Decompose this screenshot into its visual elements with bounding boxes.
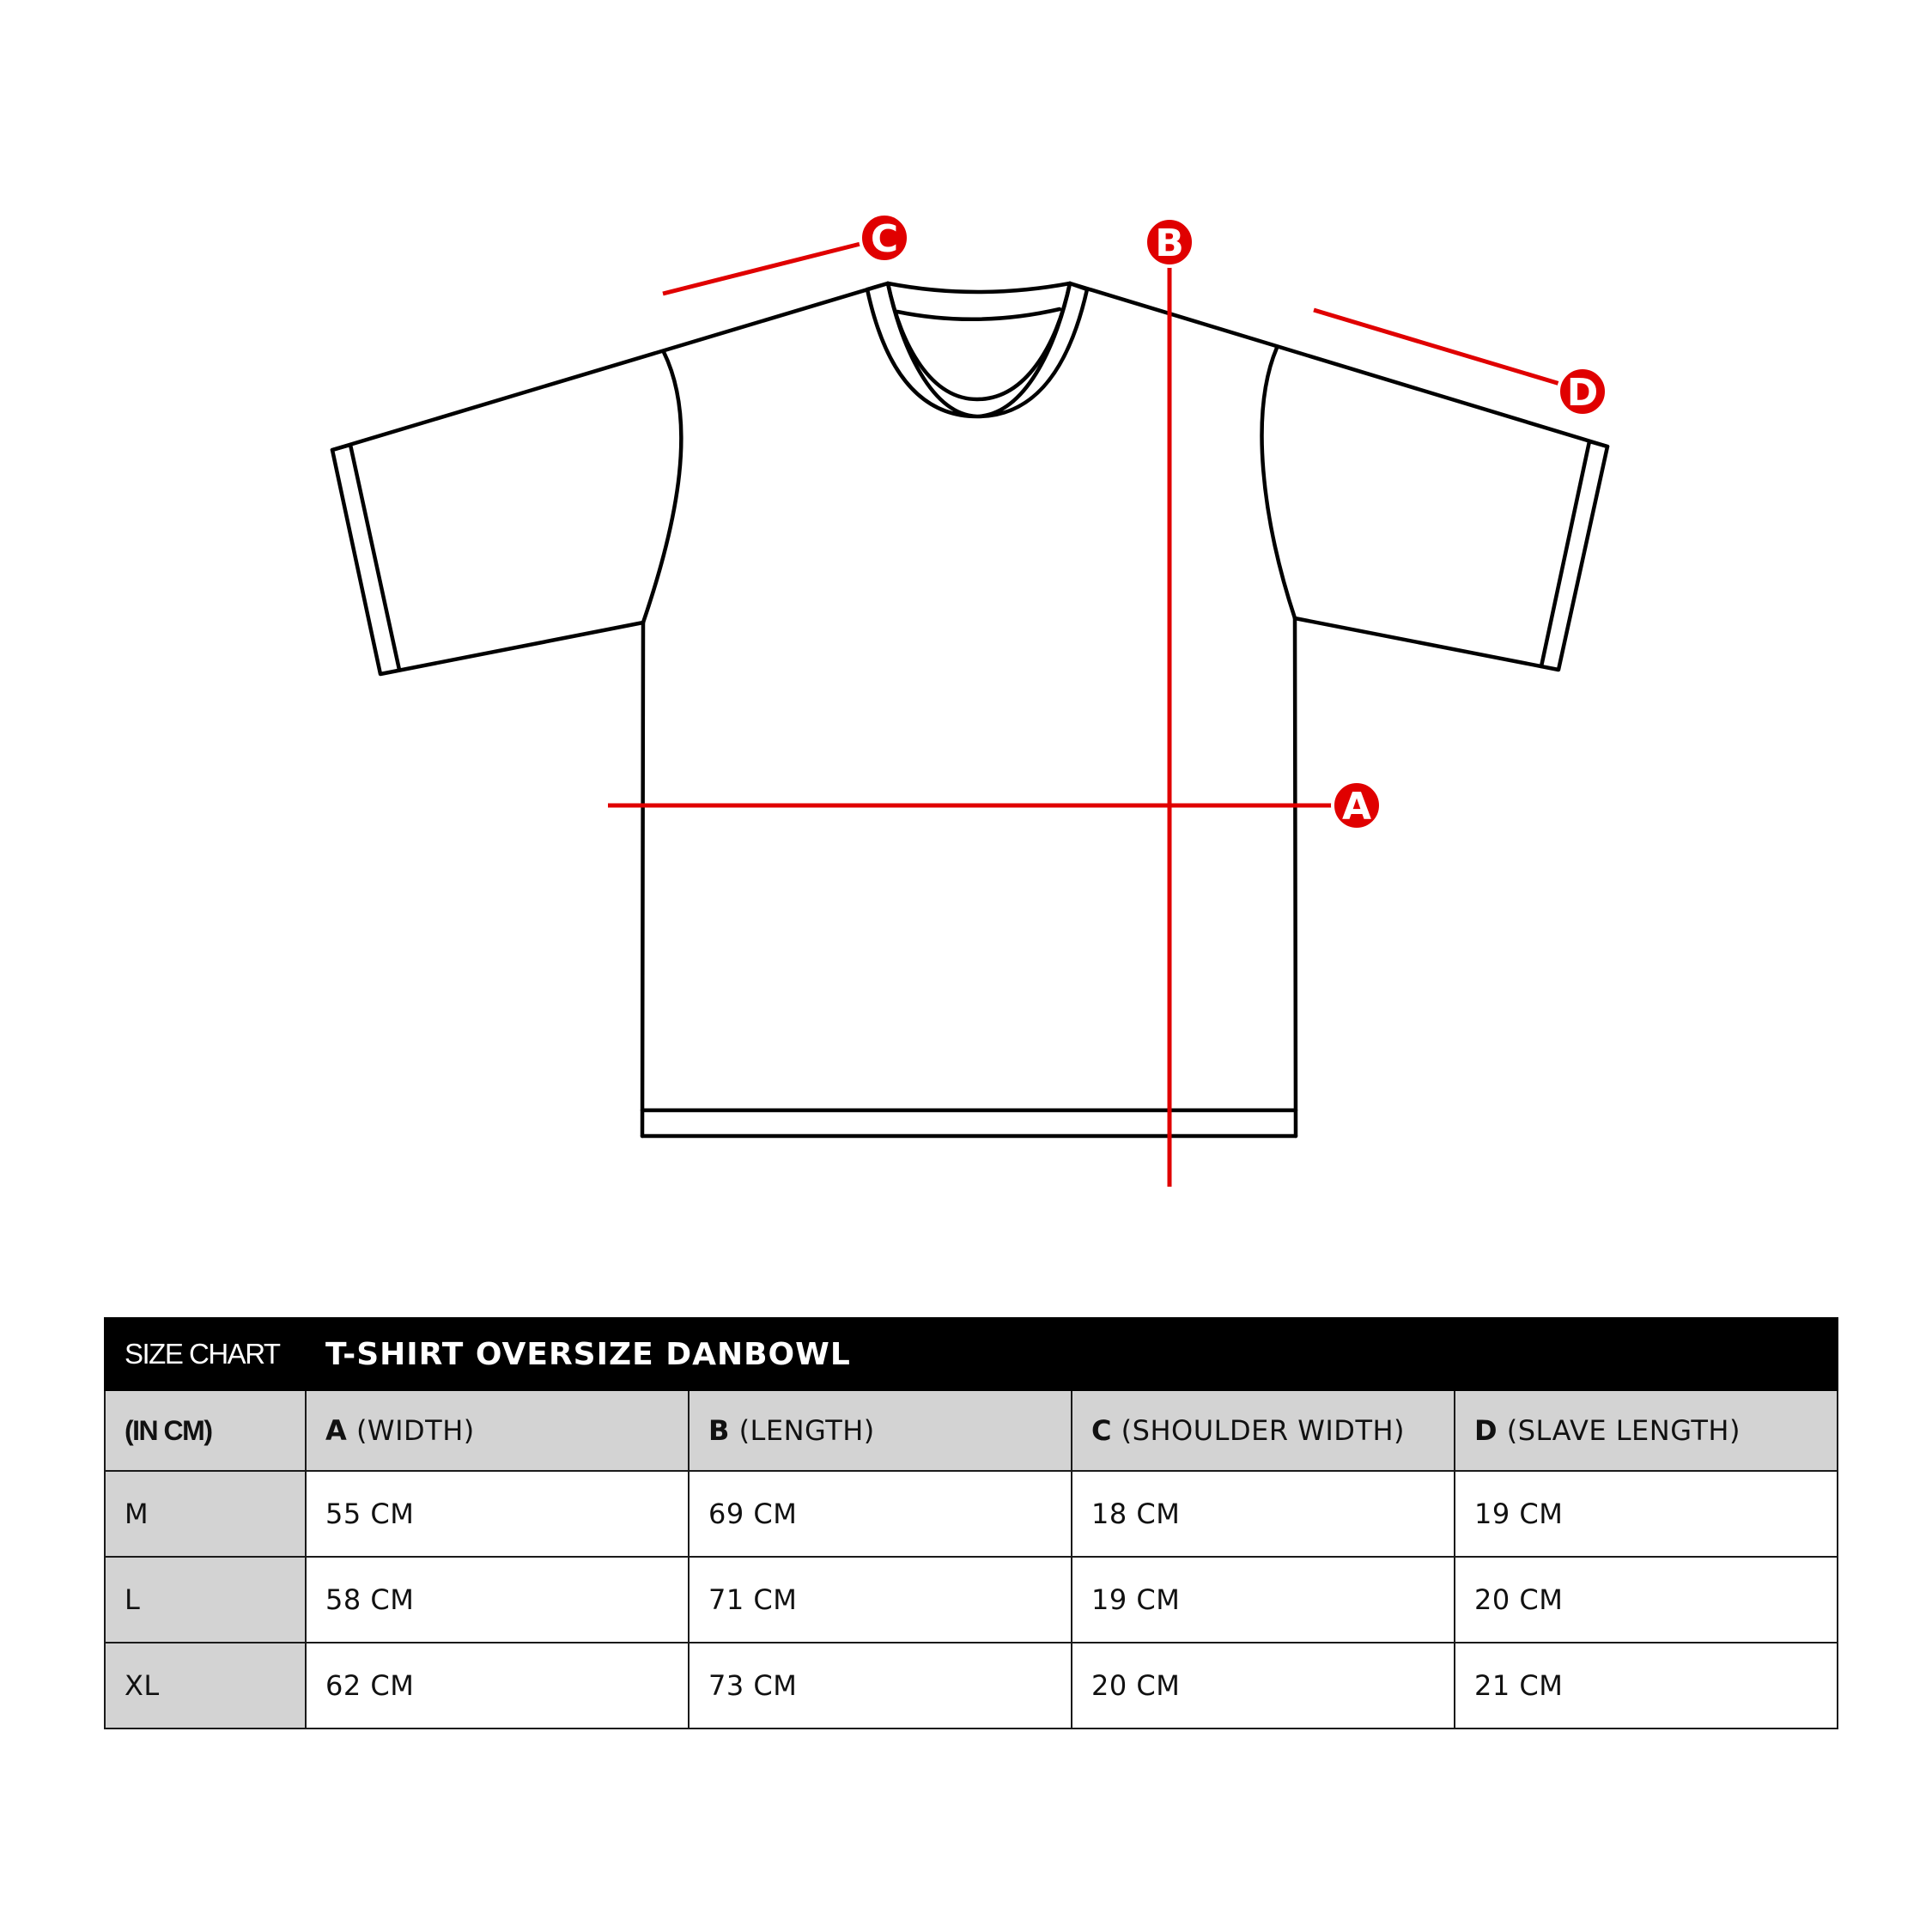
column-label: (WIDTH): [347, 1414, 475, 1447]
unit-label: (IN CM): [105, 1390, 306, 1471]
left-cuff: [332, 445, 399, 670]
right-cuff: [1541, 441, 1607, 666]
column-letter: A: [325, 1414, 348, 1447]
left-shoulder-line: [332, 283, 888, 674]
shoulder-measure-line: [663, 244, 860, 294]
left-armhole-seam: [643, 352, 681, 623]
column-label: (LENGTH): [729, 1414, 875, 1447]
product-name: T-SHIRT OVERSIZE DANBOWL: [306, 1318, 1838, 1390]
table-cell: 55 CM: [306, 1471, 689, 1557]
table-row: [105, 1557, 1838, 1643]
right-shoulder-line: [1070, 283, 1607, 670]
badge-a-label: A: [1341, 785, 1372, 829]
badge-c-label: C: [870, 217, 899, 261]
size-chart-title-row: [105, 1318, 1838, 1390]
body-right-side: [1295, 618, 1296, 1136]
size-chart-label: SIZE CHART: [105, 1318, 306, 1390]
hem-band: [642, 1110, 1296, 1136]
column-header-row: [105, 1390, 1838, 1471]
measurement-lines: [608, 244, 1563, 1187]
right-armhole-seam: [1262, 348, 1295, 618]
column-header-length: [689, 1390, 1072, 1471]
collar-front-outer: [867, 283, 1087, 416]
column-label: (SLAVE LENGTH): [1498, 1414, 1741, 1447]
column-letter: D: [1474, 1414, 1498, 1447]
collar-back-inner: [897, 309, 1060, 319]
badge-b-label: B: [1155, 222, 1184, 265]
table-cell: 20 CM: [1455, 1557, 1838, 1643]
tshirt-outline: [332, 283, 1607, 1136]
column-header-width: [306, 1390, 689, 1471]
table-cell: 58 CM: [306, 1557, 689, 1643]
table-row: [105, 1471, 1838, 1557]
table-row: [105, 1643, 1838, 1728]
collar-front-inner: [888, 283, 1070, 399]
size-chart-table: [104, 1317, 1838, 1729]
column-header-shoulder-width: [1072, 1390, 1455, 1471]
table-cell: 69 CM: [689, 1471, 1072, 1557]
table-cell: 19 CM: [1455, 1471, 1838, 1557]
badge-b: [1145, 218, 1194, 266]
badge-d: [1558, 368, 1607, 416]
column-label: (SHOULDER WIDTH): [1111, 1414, 1406, 1447]
collar-outer: [888, 283, 1070, 292]
table-cell: 62 CM: [306, 1643, 689, 1728]
size-label: L: [105, 1557, 306, 1643]
table-cell: 21 CM: [1455, 1643, 1838, 1728]
column-letter: B: [708, 1414, 730, 1447]
table-cell: 20 CM: [1072, 1643, 1455, 1728]
table-cell: 18 CM: [1072, 1471, 1455, 1557]
column-header-sleeve-length: [1455, 1390, 1838, 1471]
table-cell: 19 CM: [1072, 1557, 1455, 1643]
badge-c: [860, 214, 908, 262]
badge-a: [1333, 781, 1381, 829]
body-left-side: [642, 623, 643, 1136]
size-label: XL: [105, 1643, 306, 1728]
size-label: M: [105, 1471, 306, 1557]
badge-d-label: D: [1566, 371, 1599, 415]
table-cell: 73 CM: [689, 1643, 1072, 1728]
column-letter: C: [1091, 1414, 1112, 1447]
table-cell: 71 CM: [689, 1557, 1072, 1643]
sleeve-measure-line: [1314, 310, 1563, 385]
